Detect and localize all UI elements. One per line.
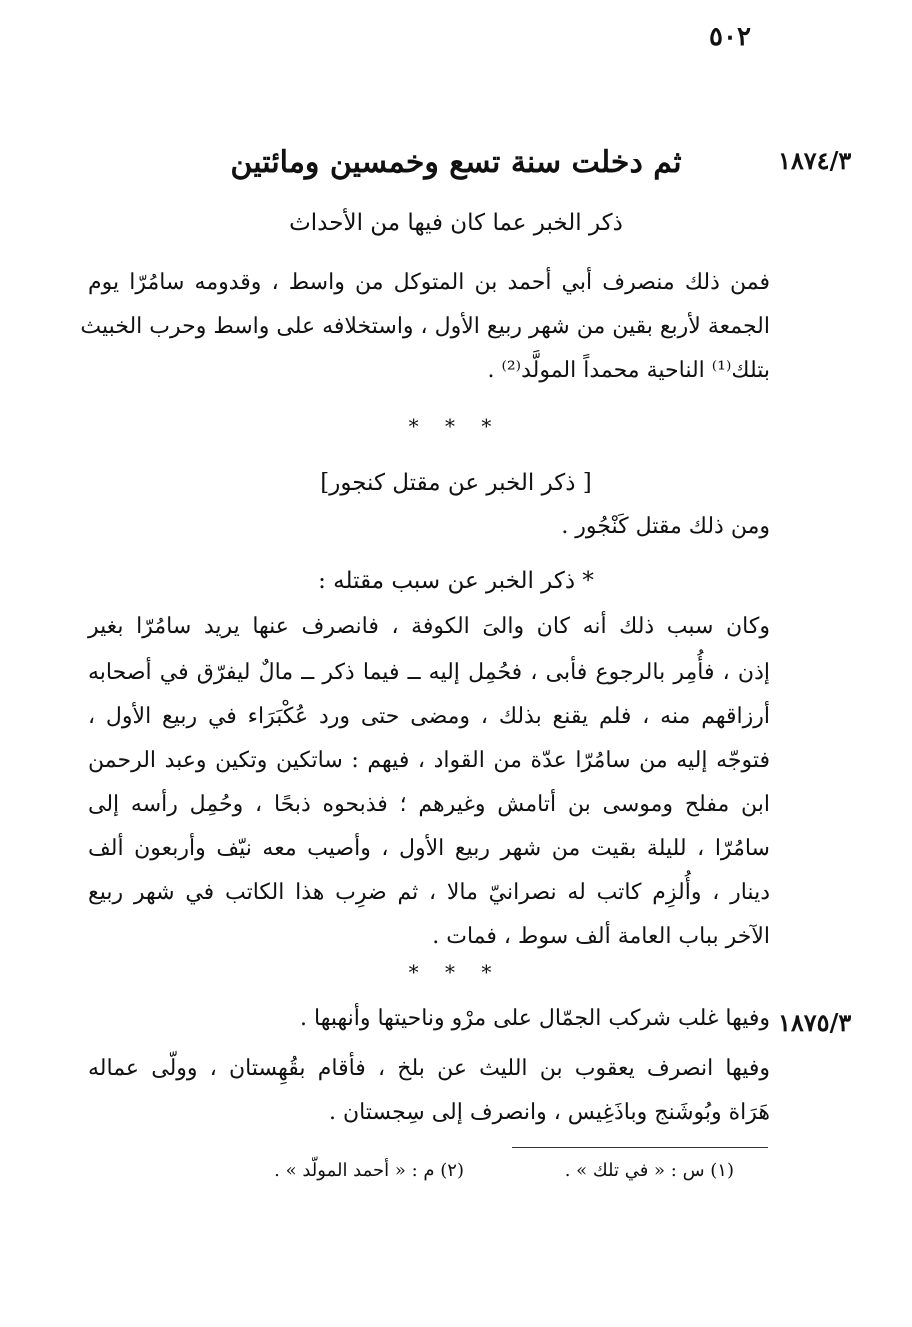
margin-year-marker: ١٨٧٤/٣ xyxy=(778,146,852,175)
paragraph-line: هَرَاة وبُوشَنج وباذَغِيس ، وانصرف إلى سِجستان . xyxy=(328,1100,770,1125)
paragraph-line: وفيها غلب شركب الجمّال على مرْو وناحيتها وأنهبها . xyxy=(300,1006,770,1031)
paragraph-line: إذن ، فأُمِر بالرجوع فأبى ، فحُمِل إليه ــ فيما ذكر ــ مالٌ ليفرّق في أصحابه xyxy=(88,660,770,685)
paragraph-line: الجمعة لأربع بقين من شهر ربيع الأول ، واستخلافه على واسط وحرب الخبيث xyxy=(80,314,770,339)
footnote-2: (٢) م : « أحمد المولّد » . xyxy=(274,1160,464,1181)
paragraph-line: وفيها انصرف يعقوب بن الليث عن بلخ ، فأقام بقُهِستان ، وولّى عماله xyxy=(88,1056,770,1081)
section-separator: * * * xyxy=(408,414,502,438)
paragraph-line: سامُرّا ، لليلة بقيت من شهر ربيع الأول ، وأصيب معه نيّف وأربعون ألف xyxy=(88,836,770,861)
paragraph-line: الآخر بباب العامة ألف سوط ، فمات . xyxy=(432,924,770,949)
section-subheading: ذكر الخبر عما كان فيها من الأحداث xyxy=(289,210,623,236)
section-subtitle: * ذكر الخبر عن سبب مقتله : xyxy=(318,568,594,594)
paragraph-line: أرزاقهم منه ، فلم يقنع بذلك ، ومضى حتى ورد عُكْبَرَاء في ربيع الأول ، xyxy=(88,704,770,729)
paragraph-line: بتلك⁽¹⁾ الناحية محمداً المولَّد⁽²⁾ . xyxy=(487,358,770,383)
footnote-1: (١) س : « في تلك » . xyxy=(564,1160,734,1181)
paragraph-line: فمن ذلك منصرف أبي أحمد بن المتوكل من واسط ، وقدومه سامُرّا يوم xyxy=(88,270,770,295)
section-heading: ثم دخلت سنة تسع وخمسين ومائتين xyxy=(230,145,682,180)
paragraph-line: وكان سبب ذلك أنه كان والىَ الكوفة ، فانصرف عنها يريد سامُرّا بغير xyxy=(88,614,770,639)
paragraph-line: فتوجّه إليه من سامُرّا عدّة من القواد ، فيهم : ساتكين وتكين وعبد الرحمن xyxy=(88,748,770,773)
page-number: ٥٠٢ xyxy=(709,22,751,52)
section-intro: ومن ذلك مقتل كَنْجُور . xyxy=(561,514,770,539)
section-title: [ ذكر الخبر عن مقتل كنجور] xyxy=(320,470,592,496)
footnote-rule xyxy=(512,1147,768,1148)
paragraph-line: دينار ، وأُلزِم كاتب له نصرانيّ مالا ، ثم ضرِب هذا الكاتب في شهر ربيع xyxy=(88,880,770,905)
paragraph-line: ابن مفلح وموسى بن أتامش وغيرهم ؛ فذبحوه ذبحًا ، وحُمِل رأسه إلى xyxy=(88,792,770,817)
margin-year-marker: ١٨٧٥/٣ xyxy=(778,1008,852,1037)
section-separator: * * * xyxy=(408,960,502,984)
